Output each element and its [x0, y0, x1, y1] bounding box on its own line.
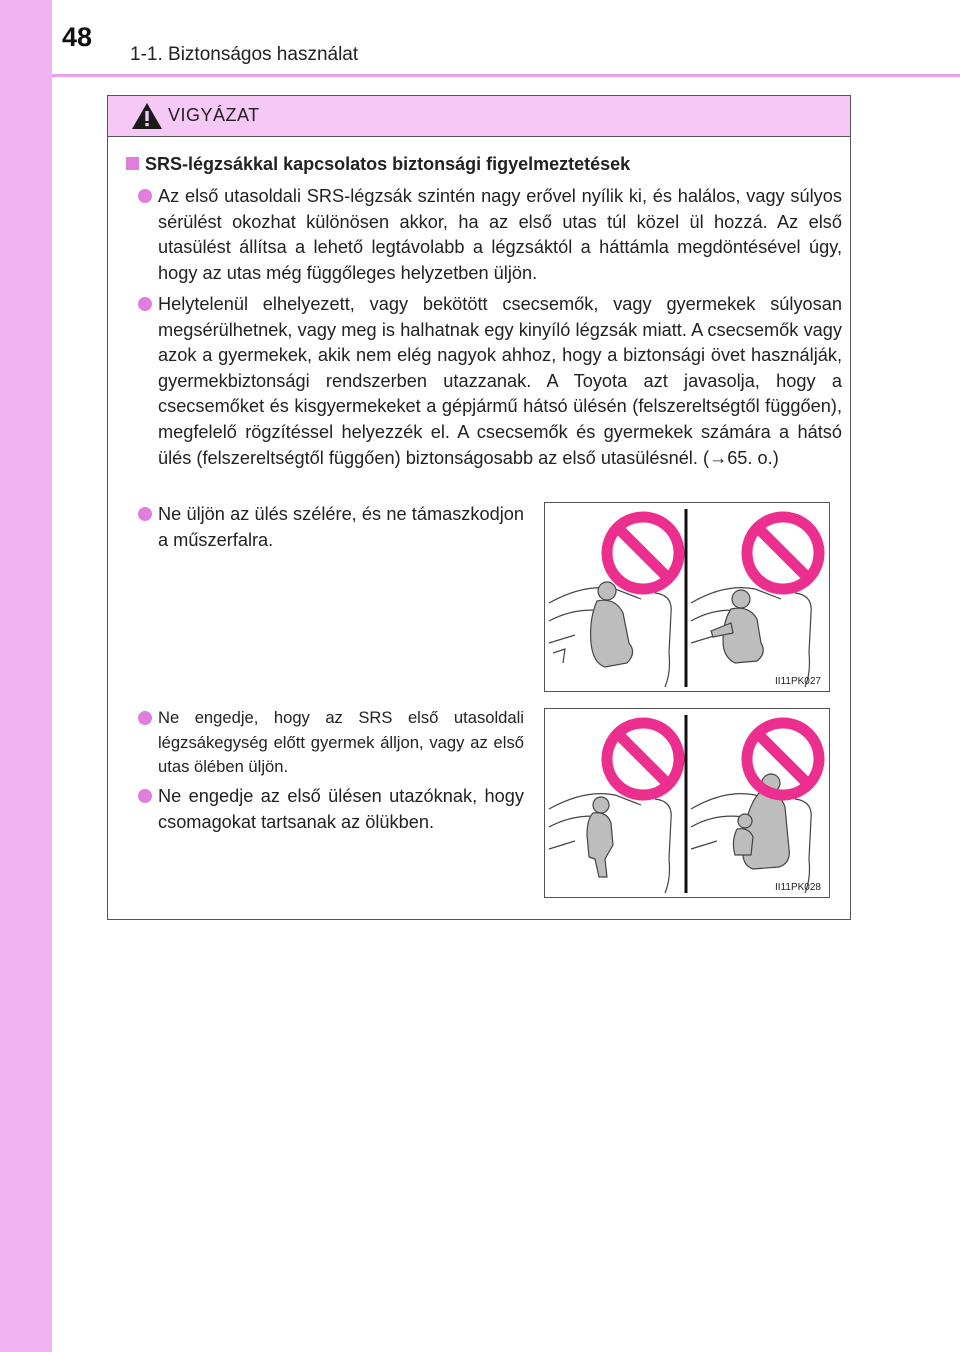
warning-triangle-icon: [131, 102, 163, 130]
bullet-text: Ne üljön az ülés szélére, és ne támaszkodjon a műszerfalra.: [158, 504, 524, 550]
square-bullet-icon: [126, 157, 139, 170]
figure-illustration: [544, 708, 830, 898]
bullet-dot-icon: [138, 189, 152, 203]
prohibited-sign-icon: [747, 517, 819, 589]
side-tab-strip: [0, 0, 52, 1352]
bullet-dot-icon: [138, 297, 152, 311]
bullet-item: [158, 706, 524, 780]
figure-code: II11PK027: [775, 676, 821, 687]
car-interior-illustration: [545, 709, 828, 896]
bullet-item: [158, 784, 524, 835]
warning-title: VIGYÁZAT: [168, 105, 260, 125]
figure-code: II11PK028: [775, 882, 821, 893]
prohibited-sign-icon: [747, 723, 819, 795]
section-heading: [126, 154, 630, 175]
header-divider: [52, 74, 960, 77]
figure-illustration: [544, 502, 830, 692]
bullet-text: Ne engedje, hogy az SRS első utasoldali légzsákegység előtt gyermek álljon, vagy az első utas ölében üljön.: [158, 708, 524, 776]
warning-box: [107, 95, 851, 920]
section-heading-text: SRS-légzsákkal kapcsolatos biztonsági figyelmeztetések: [145, 154, 631, 174]
bullet-item: [158, 292, 842, 471]
page-number: 48: [62, 22, 93, 52]
bullet-text: Ne engedje az első ülésen utazóknak, hogy csomagokat tartsanak az ölükben.: [158, 786, 524, 832]
section-title: 1-1. Biztonságos használat: [130, 44, 359, 65]
warning-header: [108, 96, 850, 137]
bullet-text: Helytelenül elhelyezett, vagy bekötött csecsemők, vagy gyermekek súlyosan megsérülhetnek, vagy meg is halhatnak egy kinyíló légzsák miatt. A csecsemők vagy azok a gyermekek, akik nem elég nagyok ahhoz, hogy a biztonsági övet használják, gyermekbiztonsági rendszerben utazzanak. A Toyota azt javasolja, hogy a csecsemőket és kisgyermekeket a gépjármű hátsó ülésén (felszereltségtől függően), megfelelő rögzítéssel helyezzék el. A csecsemők és gyermekek számára a hátsó ülés (felszereltségtől függően) biztonságosabb az első utasülésnél. (→65. o.): [158, 294, 842, 468]
bullet-dot-icon: [138, 789, 152, 803]
bullet-item: [158, 502, 524, 553]
prohibited-sign-icon: [607, 723, 679, 795]
prohibited-sign-icon: [607, 517, 679, 589]
bullet-item: [158, 184, 842, 286]
bullet-text: Az első utasoldali SRS-légzsák szintén nagy erővel nyílik ki, és halálos, vagy súlyos sérülést okozhat különösen akkor, ha az első utas túl közel ül hozzá. Az első utasülést állítsa a lehető legtávolabb a légzsáktól a háttámla megdöntésével úgy, hogy az utas még függőleges helyzetben üljön.: [158, 186, 842, 283]
car-interior-illustration: [545, 503, 828, 690]
bullet-dot-icon: [138, 507, 152, 521]
bullet-dot-icon: [138, 711, 152, 725]
